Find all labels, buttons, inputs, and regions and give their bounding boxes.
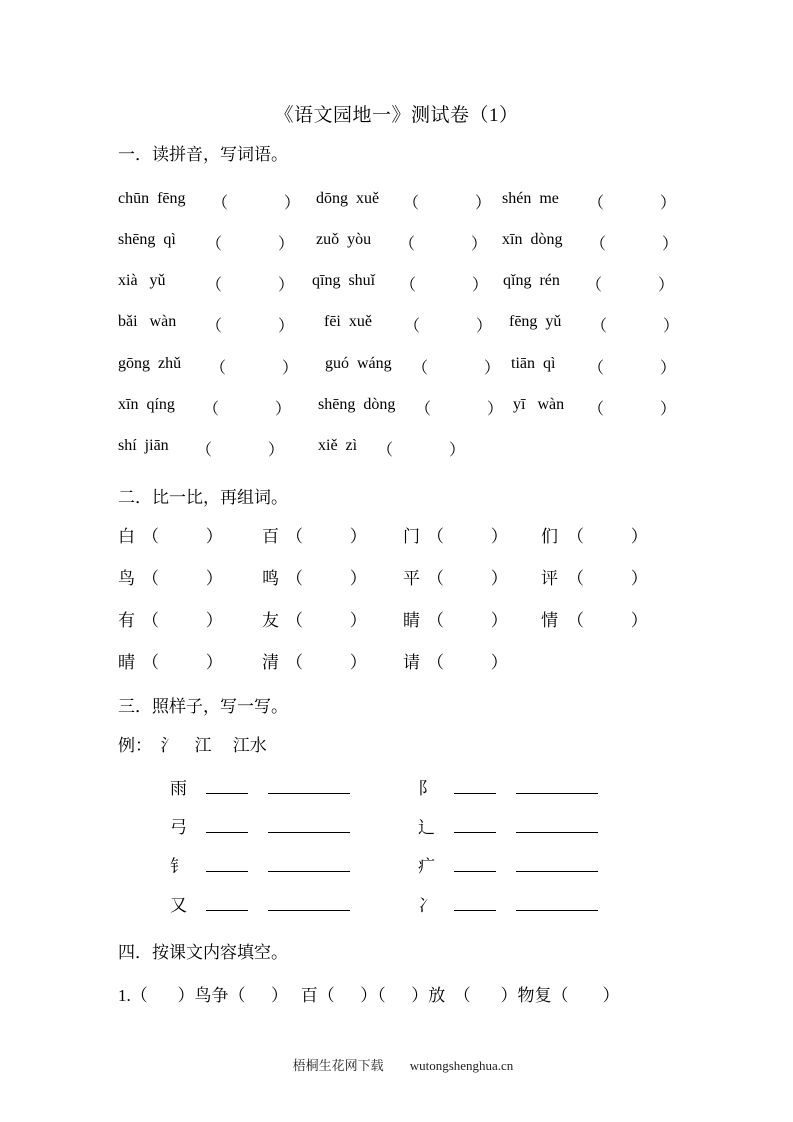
answer-bracket[interactable]: （ ） — [427, 569, 508, 588]
radical-practice-right — [418, 891, 598, 916]
compare-character: 鸣 — [262, 569, 279, 588]
footer-source-label: 梧桐生花网下载 — [292, 1058, 384, 1073]
answer-rule-long[interactable] — [516, 896, 598, 911]
pinyin-row — [0, 272, 793, 302]
radical-row — [0, 774, 793, 813]
compare-character: 白 — [118, 527, 135, 546]
answer-bracket[interactable]: （ ） — [142, 611, 223, 630]
answer-bracket[interactable]: （ ） — [591, 318, 680, 335]
answer-bracket[interactable]: （ ） — [203, 401, 292, 418]
answer-bracket[interactable]: （ ） — [588, 401, 677, 418]
answer-bracket[interactable]: （ ） — [196, 442, 285, 459]
answer-bracket[interactable]: （ ） — [142, 527, 223, 546]
compare-character: 们 — [541, 527, 558, 546]
radical-row — [0, 813, 793, 852]
pinyin-syllable: qǐng rén — [503, 272, 560, 289]
pinyin-syllable: fēi xuě — [324, 313, 372, 330]
answer-bracket[interactable]: （ ） — [403, 195, 492, 212]
pinyin-syllable: qīng shuǐ — [312, 272, 376, 289]
section-heading-four: 四．按课文内容填空。 — [118, 943, 288, 962]
page-title: 《语文园地一》测试卷（1） — [274, 105, 519, 126]
pinyin-syllable: gōng zhǔ — [118, 355, 182, 372]
answer-bracket[interactable]: （ ） — [415, 401, 504, 418]
radical-practice-right — [418, 774, 598, 799]
compare-character: 鸟 — [118, 569, 135, 588]
radical-character: 雨 — [170, 779, 187, 798]
answer-bracket[interactable]: （ ） — [377, 442, 466, 459]
answer-bracket[interactable]: （ ） — [206, 318, 295, 335]
answer-rule-short[interactable] — [206, 818, 248, 833]
pinyin-row — [0, 437, 793, 467]
answer-rule-short[interactable] — [206, 857, 248, 872]
pinyin-syllable: bǎi wàn — [118, 313, 177, 330]
answer-rule-long[interactable] — [268, 779, 350, 794]
radical-character: 钅 — [170, 857, 187, 876]
pinyin-syllable: fēng yǔ — [509, 313, 562, 330]
answer-bracket[interactable]: （ ） — [588, 195, 677, 212]
pinyin-syllable: chūn fēng — [118, 190, 186, 207]
compare-row — [0, 648, 793, 678]
answer-rule-short[interactable] — [454, 779, 496, 794]
answer-rule-long[interactable] — [516, 779, 598, 794]
pinyin-syllable: dōng xuě — [316, 190, 380, 207]
answer-bracket[interactable]: （ ） — [286, 653, 367, 672]
answer-bracket[interactable]: （ ） — [588, 360, 677, 377]
answer-bracket[interactable]: （ ） — [567, 611, 648, 630]
pinyin-row — [0, 355, 793, 385]
radical-practice-left — [170, 852, 350, 877]
answer-bracket[interactable]: （ ） — [142, 569, 223, 588]
pinyin-row — [0, 313, 793, 343]
answer-bracket[interactable]: （ ） — [400, 277, 489, 294]
pinyin-syllable: yī wàn — [513, 396, 565, 413]
radical-practice-left — [170, 813, 350, 838]
answer-rule-short[interactable] — [454, 896, 496, 911]
answer-rule-long[interactable] — [516, 857, 598, 872]
compare-character: 请 — [403, 653, 420, 672]
answer-rule-short[interactable] — [454, 818, 496, 833]
answer-bracket[interactable]: （ ） — [206, 236, 295, 253]
radical-character: 辶 — [418, 818, 435, 837]
pinyin-row — [0, 396, 793, 426]
radical-character: 阝 — [418, 779, 435, 798]
answer-bracket[interactable]: （ ） — [427, 611, 508, 630]
footer — [0, 1039, 793, 1090]
answer-rule-short[interactable] — [206, 779, 248, 794]
radical-character: 冫 — [418, 896, 435, 915]
answer-bracket[interactable]: （ ） — [142, 653, 223, 672]
answer-bracket[interactable]: （ ） — [412, 360, 501, 377]
section-heading-three: 三．照样子，写一写。 — [118, 697, 288, 716]
answer-bracket[interactable]: （ ） — [404, 318, 493, 335]
fill-in-item[interactable]: 1.（ ）鸟争（ ） 百（ ）（ ）放 （ ）物复（ ） — [118, 986, 620, 1005]
pinyin-syllable: guó wáng — [325, 355, 392, 372]
answer-bracket[interactable]: （ ） — [586, 277, 675, 294]
answer-bracket[interactable]: （ ） — [590, 236, 679, 253]
answer-rule-long[interactable] — [516, 818, 598, 833]
example-line: 例： 氵 江 江水 — [118, 736, 267, 755]
radical-character: 弓 — [170, 818, 187, 837]
answer-rule-long[interactable] — [268, 896, 350, 911]
answer-rule-long[interactable] — [268, 857, 350, 872]
answer-bracket[interactable]: （ ） — [427, 653, 508, 672]
compare-character: 平 — [403, 569, 420, 588]
pinyin-syllable: zuǒ yòu — [316, 231, 372, 248]
compare-character: 百 — [262, 527, 279, 546]
radical-practice-left — [170, 774, 350, 799]
compare-character: 友 — [262, 611, 279, 630]
pinyin-syllable: xīn qíng — [118, 396, 175, 413]
pinyin-syllable: xiě zì — [318, 437, 358, 454]
radical-row — [0, 891, 793, 930]
answer-bracket[interactable]: （ ） — [427, 527, 508, 546]
compare-character: 晴 — [118, 653, 135, 672]
pinyin-row — [0, 190, 793, 220]
answer-rule-short[interactable] — [454, 857, 496, 872]
answer-bracket[interactable]: （ ） — [286, 569, 367, 588]
compare-character: 评 — [541, 569, 558, 588]
answer-bracket[interactable]: （ ） — [567, 569, 648, 588]
compare-character: 情 — [541, 611, 558, 630]
compare-row — [0, 606, 793, 636]
pinyin-row — [0, 231, 793, 261]
answer-bracket[interactable]: （ ） — [567, 527, 648, 546]
answer-rule-long[interactable] — [268, 818, 350, 833]
radical-practice-left — [170, 891, 350, 916]
radical-practice-right — [418, 813, 598, 838]
compare-character: 有 — [118, 611, 135, 630]
compare-row — [0, 564, 793, 594]
answer-bracket[interactable]: （ ） — [206, 277, 295, 294]
pinyin-syllable: tiān qì — [511, 355, 556, 372]
pinyin-syllable: shēng qì — [118, 231, 176, 248]
answer-bracket[interactable]: （ ） — [286, 611, 367, 630]
pinyin-syllable: shén me — [502, 190, 559, 207]
section-heading-one: 一．读拼音，写词语。 — [118, 145, 288, 164]
compare-character: 门 — [403, 527, 420, 546]
footer-site-url: wutongshenghua.cn — [409, 1058, 514, 1073]
pinyin-syllable: xià yǔ — [118, 272, 166, 289]
answer-bracket[interactable]: （ ） — [212, 195, 301, 212]
pinyin-syllable: shí jiān — [118, 437, 169, 454]
radical-character: 疒 — [418, 857, 435, 876]
pinyin-syllable: xīn dòng — [502, 231, 563, 248]
radical-character: 又 — [170, 896, 187, 915]
compare-row — [0, 522, 793, 552]
answer-bracket[interactable]: （ ） — [286, 527, 367, 546]
answer-bracket[interactable]: （ ） — [210, 360, 299, 377]
section-heading-two: 二．比一比，再组词。 — [118, 488, 288, 507]
answer-rule-short[interactable] — [206, 896, 248, 911]
radical-row — [0, 852, 793, 891]
radical-practice-right — [418, 852, 598, 877]
answer-bracket[interactable]: （ ） — [399, 236, 488, 253]
compare-character: 睛 — [403, 611, 420, 630]
pinyin-syllable: shēng dòng — [318, 396, 396, 413]
compare-character: 清 — [262, 653, 279, 672]
